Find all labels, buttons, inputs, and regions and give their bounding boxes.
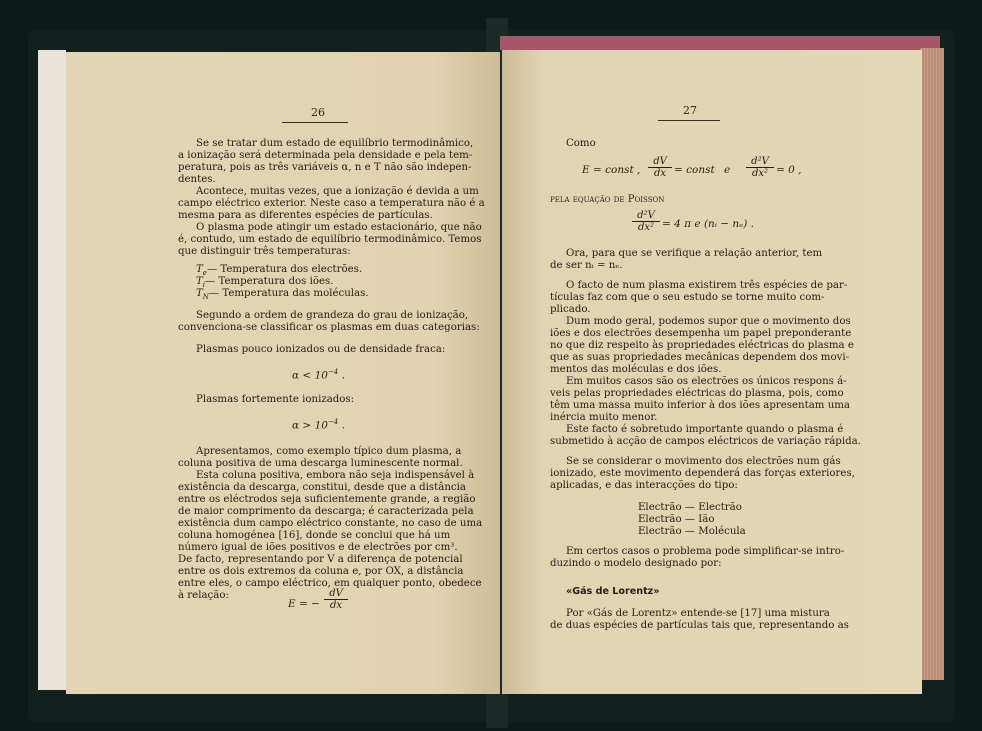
temperature-item: $T_N—$ Temperatura das moléculas. (196, 288, 369, 302)
paragraph-line: entre os dois extremos da coluna e, por OX, a distância (178, 566, 464, 577)
paragraph-line: coluna positiva de uma descarga luminescente normal. (178, 458, 463, 469)
equation-part: E = const , (582, 164, 641, 176)
paragraph-line: a ionização será determinada pela densidade e pela tem- (178, 150, 473, 161)
paragraph-line: entre os eléctrodos seja suficientemente grande, a região (178, 494, 476, 505)
paragraph-line: Se se considerar o movimento dos electrões num gás (566, 456, 841, 467)
paragraph-line: Em certos casos o problema pode simplificar-se intro- (566, 546, 845, 557)
paragraph-line: de ser nᵢ = nₑ. (550, 260, 623, 271)
paragraph-line: é, contudo, um estado de equilíbrio termodinâmico. Temos (178, 234, 482, 245)
equation-part: = const (674, 164, 715, 176)
equation-fraction: $\frac{\text{d²V}}{\text{dx²}}$ (746, 156, 774, 179)
paragraph-line: De facto, representando por V a diferença de potencial (178, 554, 463, 565)
poisson-fraction: $\frac{\text{d²V}}{\text{dx²}}$ (632, 210, 660, 233)
paragraph-line: campo eléctrico exterior. Neste caso a temperatura não é a (178, 198, 485, 209)
paragraph-line: plicado. (550, 304, 591, 315)
paragraph-line: de duas espécies de partículas tais que, representando as (550, 620, 849, 631)
page-block-top-edge (500, 36, 940, 50)
paragraph-line: iões e dos electrões desempenha um papel preponderante (550, 328, 852, 339)
paragraph-line: inércia muito menor. (550, 412, 658, 423)
paragraph-line: dentes. (178, 174, 216, 185)
paragraph-line: entre eles, o campo eléctrico, em qualquer ponto, obedece (178, 578, 482, 589)
paragraph-line: veis pelas propriedades eléctricas do plasma, pois, como (550, 388, 844, 399)
interaction-item: Electrão — Electrão (638, 502, 742, 513)
temperature-item: $T_e—$ Temperatura dos electrões. (196, 264, 363, 278)
paragraph-line: número igual de iões positivos e de electrões por cm³. (178, 542, 458, 553)
section-heading: «Gás de Lorentz» (566, 586, 660, 597)
paragraph-line: Em muitos casos são os electrões os únicos respons á- (566, 376, 847, 387)
equation-fraction: $\frac{dV}{dx}$ (648, 156, 672, 179)
field-equation: E = − (288, 598, 320, 610)
paragraph-line: Acontece, muitas vezes, que a ionização é devida a um (196, 186, 479, 197)
paragraph-line: mesma para as diferentes espécies de partículas. (178, 210, 433, 221)
paragraph-line: tículas faz com que o seu estudo se torne muito com- (550, 292, 825, 303)
right-page (502, 50, 922, 694)
paragraph-line: Se se tratar dum estado de equilíbrio termodinâmico, (196, 138, 474, 149)
page-number: 26 (311, 106, 325, 119)
page-number-rule (658, 120, 720, 121)
paragraph-line: Apresentamos, como exemplo típico dum plasma, a (196, 446, 462, 457)
paragraph-line: O plasma pode atingir um estado estacionário, que não (196, 222, 482, 233)
paragraph-line: aplicadas, e das interacções do tipo: (550, 480, 738, 491)
paragraph-line: duzindo o modelo designado por: (550, 558, 722, 569)
page-number-rule (282, 122, 348, 123)
paragraph-line: ionizado, este movimento dependerá das forças exteriores, (550, 468, 855, 479)
equation-part: = 0 , (776, 164, 802, 176)
paragraph-line: têm uma massa muito inferior à dos iões apresentam uma (550, 400, 850, 411)
poisson-equation: = 4 π e (nᵢ − nₑ) . (662, 218, 754, 230)
paragraph-line: existência da descarga, constitui, desde que a distância (178, 482, 466, 493)
paragraph-line: mentos das moléculas e dos iões. (550, 364, 722, 375)
page-number: 27 (683, 104, 697, 117)
paragraph-line: à relação: (178, 590, 229, 601)
page-block-right-edge (920, 48, 944, 680)
paragraph-line: Por «Gás de Lorentz» entende-se [17] uma mistura (566, 608, 830, 619)
category-label: Plasmas pouco ionizados ou de densidade fraca: (196, 344, 446, 355)
paragraph-line: convenciona-se classificar os plasmas em duas categorias: (178, 322, 480, 333)
field-fraction: $\frac{dV}{dx}$ (324, 588, 348, 611)
paragraph-line: Segundo a ordem de grandeza do grau de ionização, (196, 310, 469, 321)
paragraph-line: Dum modo geral, podemos supor que o movimento dos (566, 316, 851, 327)
paragraph-line: que distinguir três temperaturas: (178, 246, 351, 257)
paragraph-line: que as suas propriedades mecânicas dependem dos movi- (550, 352, 850, 363)
strong-ionization-equation: $\alpha > 10^{-4}$ . (292, 418, 345, 432)
paragraph-line: submetido à acção de campos eléctricos de variação rápida. (550, 436, 861, 447)
page-block-left-edge (38, 50, 66, 690)
weak-ionization-equation: $\alpha < 10^{-4}$ . (292, 368, 345, 382)
equation-part: e (724, 164, 731, 176)
paragraph-line: no que diz respeito às propriedades eléctricas do plasma e (550, 340, 854, 351)
left-page (66, 52, 500, 694)
paragraph-line: Como (566, 138, 596, 149)
paragraph-line: Este facto é sobretudo importante quando o plasma é (566, 424, 844, 435)
paragraph-line: Esta coluna positiva, embora não seja indispensável à (196, 470, 475, 481)
interaction-item: Electrão — Ião (638, 514, 715, 525)
paragraph-line: Ora, para que se verifique a relação anterior, tem (566, 248, 823, 259)
paragraph-line: pela equação de Poisson (550, 194, 665, 205)
paragraph-line: O facto de num plasma existirem três espécies de par- (566, 280, 848, 291)
paragraph-line: existência dum campo eléctrico constante, no caso de uma (178, 518, 483, 529)
paragraph-line: de maior comprimento da descarga; é caracterizada pela (178, 506, 474, 517)
paragraph-line: coluna homogénea [16], donde se conclui que há um (178, 530, 451, 541)
paragraph-line: peratura, pois as três variáveis α, n e T não são indepen- (178, 162, 472, 173)
temperature-item: $T_i—$ Temperatura dos iões. (196, 276, 334, 290)
category-label: Plasmas fortemente ionizados: (196, 394, 355, 405)
interaction-item: Electrão — Molécula (638, 526, 746, 537)
